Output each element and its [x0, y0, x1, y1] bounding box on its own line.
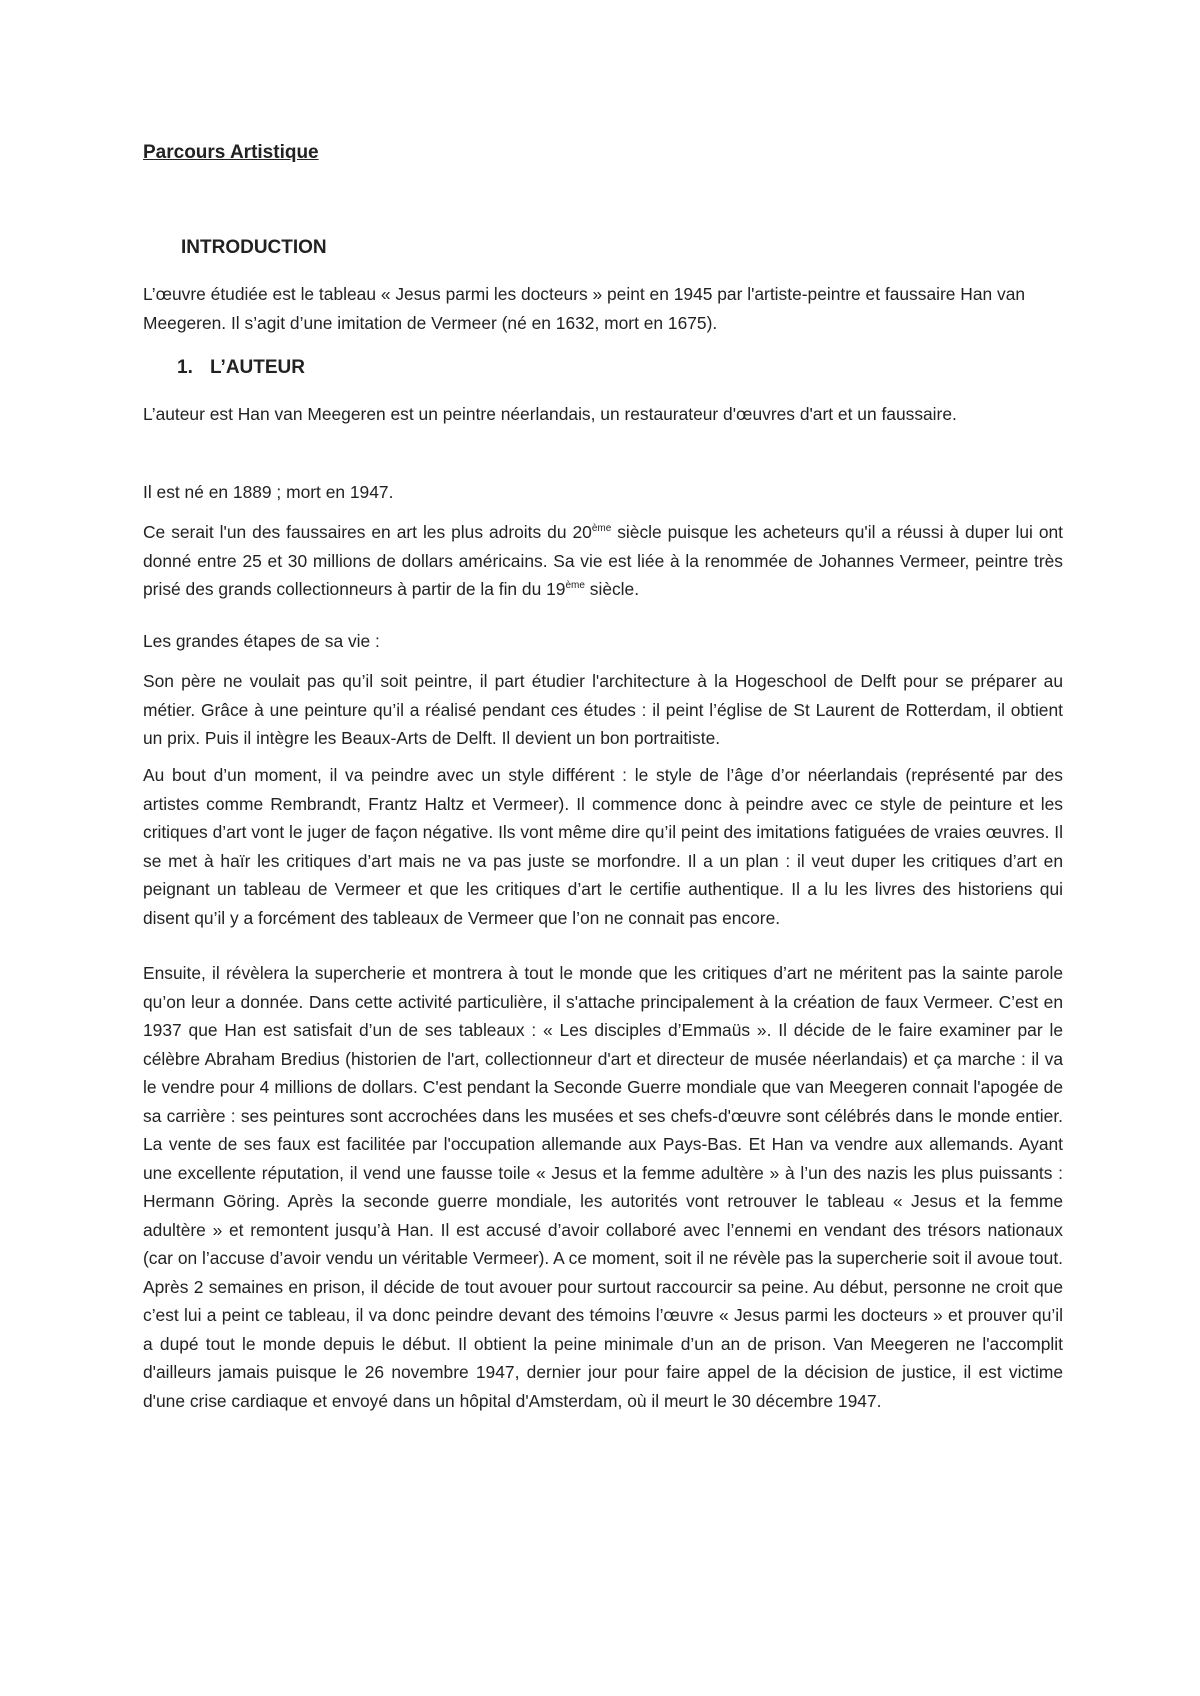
birth-paragraph: Il est né en 1889 ; mort en 1947.	[143, 482, 394, 502]
forger-text-1: Ce serait l'un des faussaires en art les plus adroits du 20	[143, 522, 592, 542]
intro-paragraph: L’œuvre étudiée est le tableau « Jesus parmi les docteurs » peint en 1945 par l'artiste-peintre et faussaire Han van Meegeren. Il s’agit d’une imitation de Vermeer (né en 1632, mort en 1675).	[143, 284, 1026, 333]
father-paragraph: Son père ne voulait pas qu’il soit peintre, il part étudier l'architecture à la Hogeschool de Delft pour se préparer au métier. Grâce à une peinture qu’il a réalisé pendant ces études : il peint l’église de St Laurent de Rotterdam, il obtient un prix. Puis il intègre les Beaux-Arts de Delft. Il devient un bon portraitiste.	[143, 671, 1063, 748]
life-steps-label: Les grandes étapes de sa vie :	[143, 631, 380, 651]
style-paragraph: Au bout d’un moment, il va peindre avec un style différent : le style de l’âge d’or néerlandais (représenté par des artistes comme Rembrandt, Frantz Haltz et Vermeer). Il commence donc à peindre avec ce style de peinture et les critiques d’art vont le juger de façon négative. Ils vont même dire qu’il peint des imitations fatiguées de vraies œuvres. Il se met à haïr les critiques d’art mais ne va pas juste se morfondre. Il a un plan : il veut duper les critiques d’art en peignant un tableau de Vermeer et que les critiques d’art le certifie authentique. Il a lu les livres des historiens qui disent qu’il y a forcément des tableaux de Vermeer que l’on ne connait pas encore.	[143, 765, 1063, 928]
author-paragraph: L’auteur est Han van Meegeren est un peintre néerlandais, un restaurateur d'œuvres d'art et un faussaire.	[143, 404, 957, 424]
section-author-heading	[177, 357, 305, 379]
forger-text-3: siècle.	[584, 579, 640, 599]
forger-paragraph	[143, 518, 1063, 604]
intro-heading: INTRODUCTION	[181, 237, 327, 258]
century-superscript: ème	[591, 523, 612, 535]
section-title: L’AUTEUR	[210, 357, 305, 378]
document-title: Parcours Artistique	[143, 142, 319, 163]
century-superscript-2: ème	[565, 580, 585, 592]
section-number: 1.	[177, 357, 193, 378]
ensuite-paragraph: Ensuite, il révèlera la supercherie et montrera à tout le monde que les critiques d’art ne méritent pas la sainte parole qu’on leur a donnée. Dans cette activité particulière, il s'attache principalement à la création de faux Vermeer. C’est en 1937 que Han est satisfait d’un de ses tableaux : « Les disciples d’Emmaüs ». Il décide de le faire examiner par le célèbre Abraham Bredius (historien de l'art, collectionneur d'art et directeur de musée néerlandais) et ça marche : il va le vendre pour 4 millions de dollars. C'est pendant la Seconde Guerre mondiale que van Meegeren connait l'apogée de sa carrière : ses peintures sont accrochées dans les musées et ses chefs-d'œuvre sont célébrés dans le monde entier. La vente de ses faux est facilitée par l'occupation allemande aux Pays-Bas. Et Han va vendre aux allemands. Ayant une excellente réputation, il vend une fausse toile « Jesus et la femme adultère » à l’un des nazis les plus puissants : Hermann Göring. Après la seconde guerre mondiale, les autorités vont retrouver le tableau « Jesus et la femme adultère » et remontent jusqu’à Han. Il est accusé d’avoir collaboré avec l’ennemi en vendant des trésors nationaux (car on l’accuse d’avoir vendu un véritable Vermeer). A ce moment, soit il ne révèle pas la supercherie soit il avoue tout. Après 2 semaines en prison, il décide de tout avouer pour surtout raccourcir sa peine. Au début, personne ne croit que c’est lui a peint ce tableau, il va donc peindre devant des témoins l’œuvre « Jesus parmi les docteurs » et prouver qu’il a dupé tout le monde depuis le début. Il obtient la peine minimale d’un an de prison. Van Meegeren ne l'accomplit d'ailleurs jamais puisque le 26 novembre 1947, dernier jour pour faire appel de la décision de justice, il est victime d'une crise cardiaque et envoyé dans un hôpital d'Amsterdam, où il meurt le 30 décembre 1947.	[143, 963, 1063, 1411]
forger-text-2: siècle puisque les acheteurs qu'il a réussi à duper lui ont donné entre 25 et 30 millions de dollars américains. Sa vie est liée à la renommée de Johannes Vermeer, peintre très prisé des grands collectionneurs à partir de la fin du 19	[143, 522, 1063, 599]
